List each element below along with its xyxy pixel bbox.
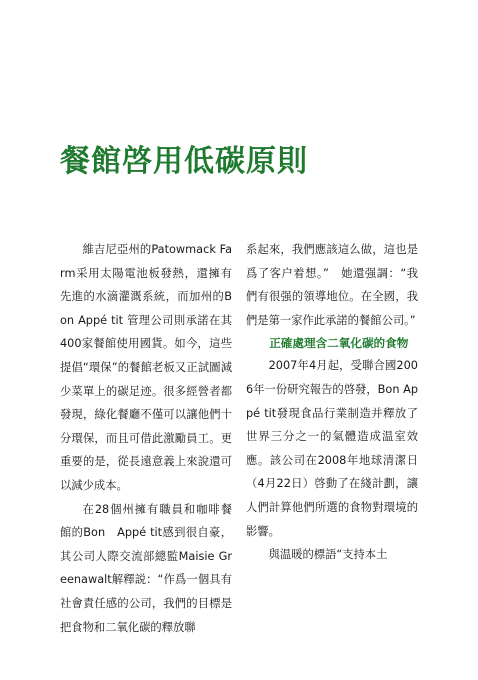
right-paragraph-2: 2007年4月起，受聯合國2006年一份研究報告的啓發，Bon Appé tit發現食品行業制造并釋放了世界三分之一的氣體造成温室效應。該公司在2008年地球清潔日（4月22日）啓動了在綫計劃，讓人們計算他們所選的食物對環境的影響。 xyxy=(246,359,418,538)
left-column xyxy=(60,238,232,639)
right-paragraph-3: 與温暖的標語“支持本土 xyxy=(268,548,388,562)
left-paragraph-2: 在28個州擁有職員和咖啡餐館的Bon Appé tit感到很自豪，其公司人際交流部總監Maisie Greenawalt解釋説：“作爲一個具有社會責任感的公司，我們的目標是把食物和二氧化碳的釋放聯 xyxy=(60,502,232,634)
section-subheading: 正確處理含二氧化碳的食物 xyxy=(269,336,409,351)
article-title: 餐館啓用低碳原則 xyxy=(60,144,308,179)
right-paragraph-1: 系起來，我們應該這么做，這也是爲了客户着想。” 她還强調：“我們有很强的領導地位。在全國，我們是第一家作此承諾的餐館公司。” xyxy=(246,243,418,327)
right-column xyxy=(246,238,418,567)
left-paragraph-1: 維吉尼亞州的Patowmack Farm采用太陽電池板發熱，還擁有先進的水滴灌溉系統，而加州的Bon Appé tit 管理公司則承諾在其400家餐館使用國貨。如今，這些提倡“環保”的餐館老板又正試圖減少菜單上的碳足迹。很多經營者都發現，綠化餐廳不僅可以讓他們十分環保，而且可借此激勵員工。更重要的是，從長遠意義上來說還可以減少成本。 xyxy=(60,243,232,492)
